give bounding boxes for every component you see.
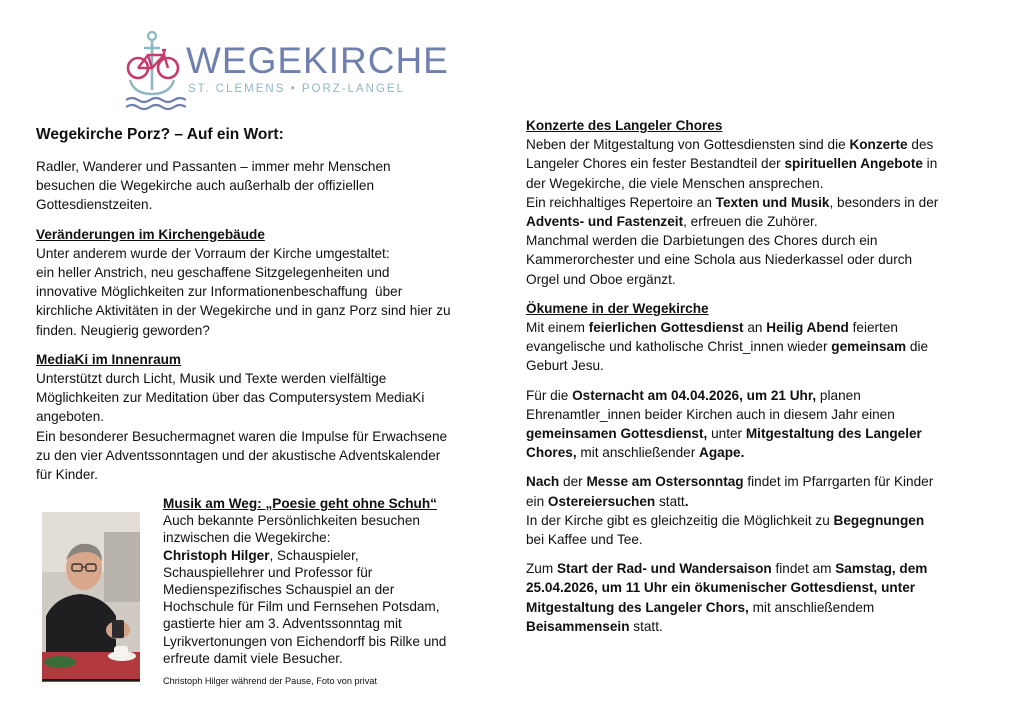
- text-line: zu den vier Adventssonntagen und der akustische Adventskalender: [36, 447, 441, 463]
- text-line: ein heller Anstrich, neu geschaffene Sitzgelegenheiten und: [36, 265, 390, 281]
- text-fragment: in: [922, 156, 938, 172]
- section-saisonstart: [526, 559, 986, 636]
- bold-fragment: Texten und Musik: [715, 194, 830, 210]
- text-line: [526, 337, 986, 356]
- text-line: Orgel und Oboe ergänzt.: [526, 271, 676, 287]
- bold-fragment: Ostereiersuchen: [547, 493, 656, 509]
- bold-fragment: Nach: [526, 474, 560, 490]
- section-heading: Veränderungen im Kirchengebäude: [36, 226, 265, 242]
- text-line: Lyrikvertonungen von Eichendorff bis Rilke und: [163, 633, 447, 649]
- text-fragment: ein: [526, 493, 548, 509]
- bold-fragment: gemeinsamen Gottesdienst,: [526, 426, 708, 442]
- text-line: Möglichkeiten zur Meditation über das Computersystem MediaKi: [36, 390, 425, 406]
- text-line: [163, 547, 483, 564]
- text-fragment: planen: [816, 387, 861, 403]
- section-heading: Ökumene in der Wegekirche: [526, 300, 709, 316]
- bold-fragment: 25.04.2026, um 11 Uhr ein ökumenischer Gottesdienst, unter: [526, 580, 916, 596]
- text-fragment: feierten: [848, 320, 898, 336]
- logo: [124, 28, 449, 112]
- bold-fragment: Chores,: [526, 445, 577, 461]
- text-line: finden. Neugierig geworden?: [36, 322, 210, 338]
- bold-fragment: Heilig Abend: [766, 320, 849, 336]
- text-line: Geburt Jesu.: [526, 358, 604, 374]
- text-fragment: statt: [655, 493, 685, 509]
- text-line: [526, 318, 986, 337]
- logo-title: WEGEKIRCHE: [186, 40, 449, 81]
- text-line: Manchmal werden die Darbietungen des Chores durch ein: [526, 233, 878, 249]
- text-fragment: an: [743, 320, 767, 336]
- text-line: Kammerorchester und eine Schola aus Niederkassel oder durch: [526, 252, 913, 268]
- text-fragment: findet im Pfarrgarten für Kinder: [743, 474, 934, 490]
- text-line: gastierte hier am 3. Adventssonntag mit: [163, 616, 402, 632]
- text-line: Ein besonderer Besuchermagnet waren die Impulse für Erwachsene: [36, 428, 448, 444]
- text-fragment: Langeler Chores ein fester Bestandteil der: [526, 156, 785, 172]
- text-line: Medienspezifisches Schauspiel an der: [163, 582, 395, 598]
- photo-caption: Christoph Hilger während der Pause, Foto von privat: [163, 676, 377, 686]
- text-line: [526, 492, 986, 511]
- text-line: inzwischen die Wegekirche:: [163, 530, 331, 546]
- text-line: kirchliche Aktivitäten in der Wegekirche und in ganz Porz sind hier zu: [36, 303, 451, 319]
- text-fragment: findet am: [771, 561, 836, 577]
- text-line: [526, 135, 986, 154]
- right-column: [526, 116, 986, 636]
- text-line: [526, 598, 986, 617]
- text-fragment: Für die: [526, 387, 573, 403]
- text-line: der Wegekirche, die viele Menschen ansprechen.: [526, 175, 824, 191]
- text-fragment: , besonders in der: [829, 194, 939, 210]
- section-heading: MediaKi im Innenraum: [36, 351, 182, 367]
- bold-fragment: .: [684, 493, 689, 509]
- bold-fragment: Samstag, dem: [835, 561, 928, 577]
- text-line: [526, 443, 986, 462]
- section-osternacht: [526, 386, 986, 463]
- section-musik: [163, 495, 483, 667]
- text-fragment: mit anschließender: [576, 445, 700, 461]
- bold-fragment: Begegnungen: [833, 512, 925, 528]
- text-line: [526, 511, 986, 530]
- section-mediaki: [36, 350, 496, 484]
- section-konzerte: [526, 116, 986, 289]
- section-heading: Musik am Weg: „Poesie geht ohne Schuh“: [163, 496, 437, 511]
- text-line: Hochschule für Film und Fernsehen Potsdam,: [163, 599, 440, 615]
- text-fragment: , erfreuen die Zuhörer.: [683, 214, 818, 230]
- text-line: Unter anderem wurde der Vorraum der Kirche umgestaltet:: [36, 245, 390, 261]
- left-column: [36, 125, 496, 484]
- text-fragment: Neben der Mitgestaltung von Gottesdiensten sind die: [526, 137, 850, 153]
- text-fragment: evangelische und katholische Christ_innen wieder: [526, 339, 832, 355]
- text-line: [526, 193, 986, 212]
- section-oekumene: [526, 299, 986, 376]
- bold-fragment: Osternacht am 04.04.2026, um 21 Uhr,: [572, 387, 817, 403]
- bold-fragment: Agape.: [699, 445, 745, 461]
- bold-fragment: Konzerte: [849, 137, 908, 153]
- text-line: angeboten.: [36, 409, 105, 425]
- text-fragment: mit anschließendem: [748, 599, 875, 615]
- bold-fragment: Mitgestaltung des Langeler Chors,: [526, 599, 749, 615]
- text-fragment: des: [907, 137, 934, 153]
- text-fragment: die: [906, 339, 929, 355]
- intro-text: Radler, Wanderer und Passanten – immer mehr Menschen besuchen die Wegekirche auch außerhalb der offiziellen Gottesdienstzeiten.: [36, 159, 391, 213]
- text-fragment: Mit einem: [526, 320, 589, 336]
- portrait-photo: [42, 512, 140, 682]
- text-line: [526, 578, 986, 597]
- text-line: erfreute damit viele Besucher.: [163, 650, 343, 666]
- text-line: [526, 617, 986, 636]
- bold-fragment: feierlichen Gottesdienst: [588, 320, 744, 336]
- logo-subtitle: ST. CLEMENS • PORZ-LANGEL: [188, 83, 405, 95]
- text-fragment: , Schauspieler,: [269, 547, 359, 563]
- bold-fragment: spirituellen Angebote: [784, 156, 923, 172]
- bicycle-anchor-icon: [124, 28, 186, 112]
- text-line: bei Kaffee und Tee.: [526, 532, 643, 548]
- text-fragment: statt.: [629, 618, 663, 634]
- bold-fragment: Messe am Ostersonntag: [586, 474, 744, 490]
- section-heading: Konzerte des Langeler Chores: [526, 118, 723, 133]
- bold-fragment: Advents- und Fastenzeit: [526, 214, 684, 230]
- text-line: für Kinder.: [36, 467, 98, 483]
- page-title: Wegekirche Porz? – Auf ein Wort:: [36, 126, 284, 143]
- text-line: Schauspiellehrer und Professor für: [163, 564, 373, 580]
- text-line: [526, 212, 986, 231]
- portrait-image: [42, 512, 140, 682]
- bold-fragment: Mitgestaltung des Langeler: [745, 426, 922, 442]
- text-line: [526, 559, 986, 578]
- text-line: [526, 386, 986, 405]
- text-line: [526, 424, 986, 443]
- section-renovation: [36, 225, 496, 340]
- text-fragment: Ein reichhaltiges Repertoire an: [526, 194, 716, 210]
- text-line: Unterstützt durch Licht, Musik und Texte werden vielfältige: [36, 371, 387, 387]
- text-line: Ehrenamtler_innen beider Kirchen auch in diesem Jahr einen: [526, 406, 895, 422]
- bold-fragment: Start der Rad- und Wandersaison: [556, 561, 772, 577]
- bold-fragment: Beisammensein: [526, 618, 630, 634]
- text-fragment: In der Kirche gibt es gleichzeitig die Möglichkeit zu: [526, 512, 834, 528]
- text-line: Auch bekannte Persönlichkeiten besuchen: [163, 513, 420, 529]
- text-line: innovative Möglichkeiten zur Informationenbeschaffung über: [36, 284, 403, 300]
- bold-fragment: gemeinsam: [831, 339, 907, 355]
- text-fragment: unter: [707, 426, 746, 442]
- text-line: [526, 154, 986, 173]
- text-line: [526, 472, 986, 491]
- person-name: Christoph Hilger: [163, 547, 270, 563]
- text-fragment: Zum: [526, 561, 557, 577]
- text-fragment: der: [559, 474, 587, 490]
- section-ostersonntag: [526, 472, 986, 549]
